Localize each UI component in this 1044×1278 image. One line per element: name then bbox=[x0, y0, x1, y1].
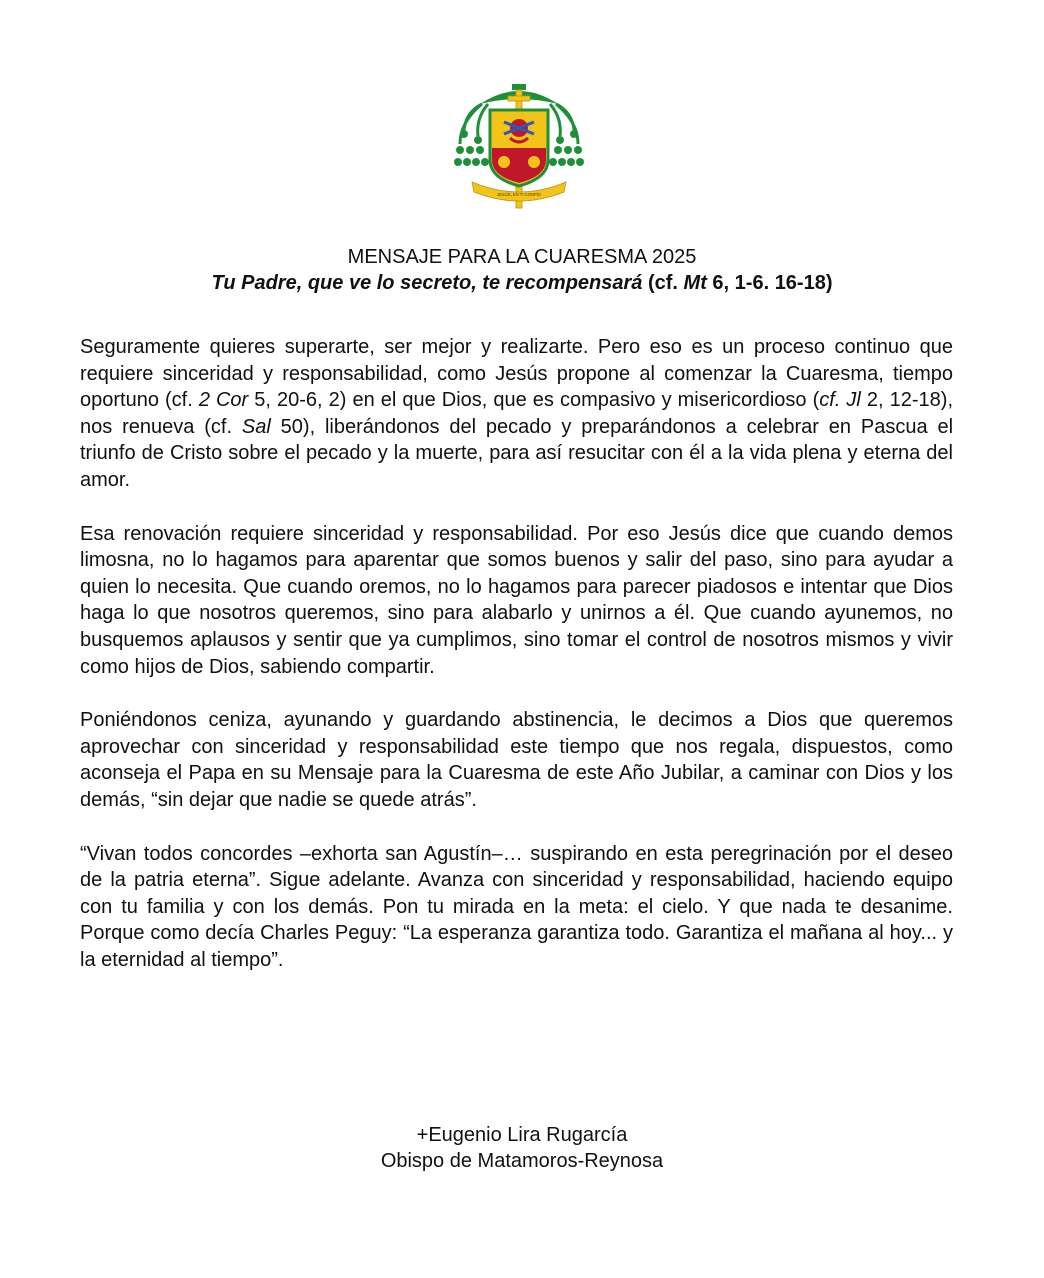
message-body bbox=[80, 334, 953, 1000]
paragraph-1-part-c: 5, 20-6, 2) en el que Dios, que es compasivo y misericordioso ( bbox=[248, 389, 820, 412]
paragraph-1-part-a: Seguramente quieres superarte, ser mejor y realizarte. Pero eso es un proceso continuo que requiere sinceridad y responsabilidad, como Jesús propone al comenzar la Cuaresma, tiempo oportuno (cf. bbox=[80, 336, 953, 412]
signature-block bbox=[80, 1122, 964, 1174]
reference-2-cor: 2 Cor bbox=[198, 389, 249, 412]
cord-right bbox=[550, 104, 578, 144]
paragraph-4: “Vivan todos concordes –exhorta san Agustín–… suspirando en esta peregrinación por el deseo de la patria eterna”. Sigue adelante. Avanza con sinceridad y responsabilidad, haciendo equipo con tu familia y con los demás. Pon tu mirada en la meta: el cielo. Y que nada te desanime. Porque como decía Charles Peguy: “La esperanza garantiza todo. Garantiza el mañana al hoy... y la eternidad al tiempo”. bbox=[80, 842, 953, 971]
reference-sal: Sal bbox=[241, 415, 271, 438]
subtitle-quote: Tu Padre, que ve lo secreto, te recompensará bbox=[211, 272, 643, 294]
paragraph-1-part-g: 50), liberándonos del pecado y preparándonos a celebrar en Pascua el triunfo de Cristo sobre el pecado y la muerte, para así resucitar con él a la vida plena y eterna del amor. bbox=[80, 415, 954, 491]
paragraph-1-part-e: 2, 12-18), nos renueva (cf. bbox=[80, 389, 954, 438]
paragraph-1 bbox=[80, 334, 953, 494]
reference-jl: cf. Jl bbox=[819, 389, 861, 412]
tassels-right bbox=[549, 130, 584, 166]
cord-left bbox=[460, 104, 488, 144]
message-heading bbox=[80, 244, 964, 296]
message-title: MENSAJE PARA LA CUARESMA 2025 bbox=[347, 246, 697, 268]
paragraph-2: Esa renovación requiere sinceridad y responsabilidad. Por eso Jesús dice que cuando demos limosna, no lo hagamos para aparentar que somos buenos y salir del paso, sino para ayudar a quien lo necesita. Que cuando oremos, no lo hagamos para parecer piadosos e intentar que Dios haga lo que nosotros queremos, sino para alabarlo y unirnos a él. Que cuando ayunemos, no busquemos aplausos y sentir que ya cumplimos, sino tomar el control de nosotros mismos y vivir como hijos de Dios, sabiendo compartir. bbox=[80, 522, 953, 678]
motto-text: JESÚS, EN TI CONFÍO bbox=[497, 192, 541, 197]
subtitle-cf: (cf. bbox=[642, 272, 684, 294]
tassels-left bbox=[454, 130, 489, 166]
paragraph-3: Poniéndonos ceniza, ayunando y guardando abstinencia, le decimos a Dios que queremos aprovechar con sinceridad y responsabilidad este tiempo que nos regala, dispuestos, como aconseja el Papa en su Mensaje para la Cuaresma de este Año Jubilar, a caminar con Dios y los demás, “sin dejar que nadie se quede atrás”. bbox=[80, 709, 953, 811]
subtitle-book: Mt bbox=[683, 272, 707, 294]
signature-name: +Eugenio Lira Rugarcía bbox=[416, 1124, 628, 1146]
message-subtitle bbox=[80, 270, 964, 296]
signature-role: Obispo de Matamoros-Reynosa bbox=[380, 1150, 664, 1172]
coat-of-arms-emblem bbox=[452, 82, 586, 210]
subtitle-reference: 6, 1-6. 16-18) bbox=[706, 272, 833, 294]
